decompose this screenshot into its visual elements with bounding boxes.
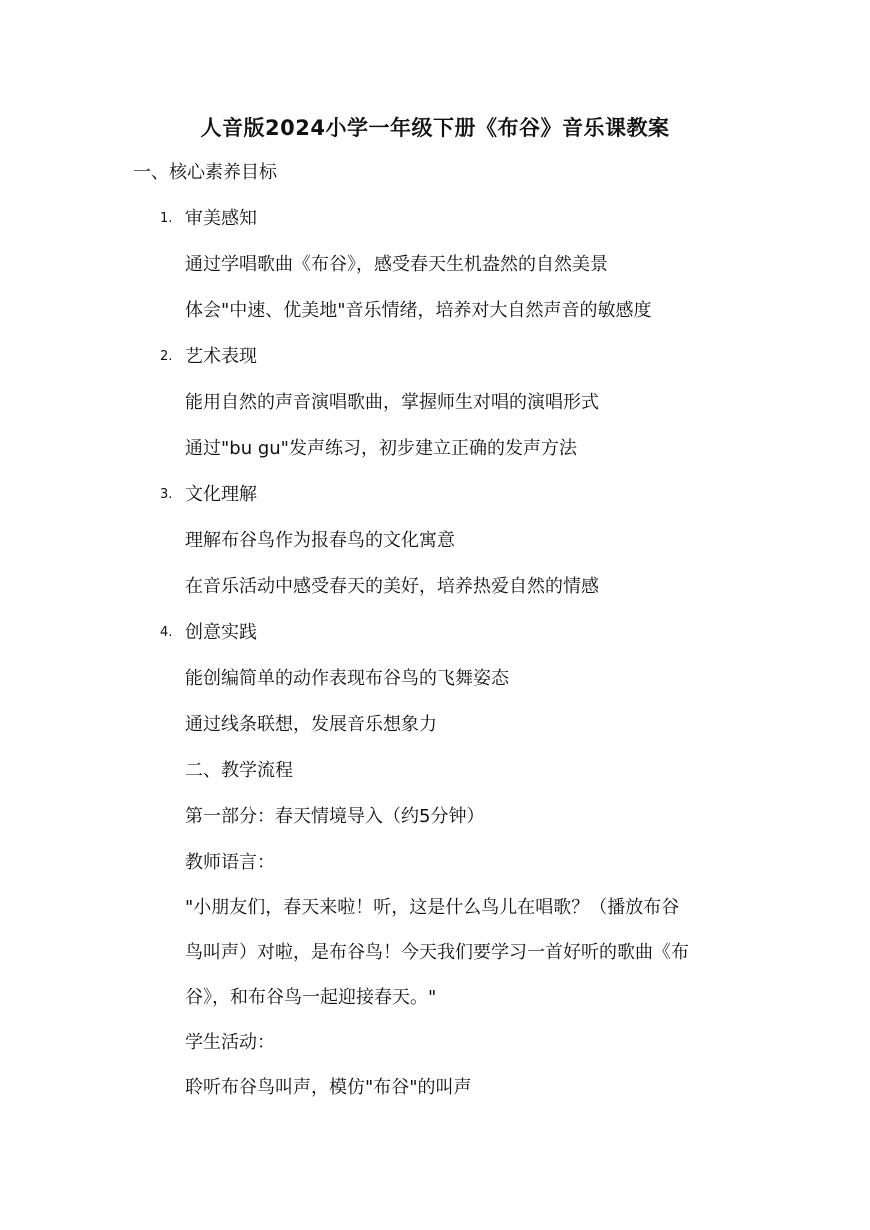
list-item-line: 能用自然的声音演唱歌曲，掌握师生对唱的演唱形式	[185, 392, 599, 413]
list-item-line: 通过学唱歌曲《布谷》，感受春天生机盎然的自然美景	[185, 254, 608, 275]
list-number-1: 1.	[160, 211, 173, 226]
teacher-speech-line: 鸟叫声）对啦，是布谷鸟！今天我们要学习一首好听的歌曲《布	[185, 942, 689, 963]
list-number-2: 2.	[160, 349, 173, 364]
list-heading-3: 文化理解	[185, 484, 257, 505]
section-heading-2: 二、教学流程	[185, 760, 293, 781]
teacher-label: 教师语言：	[185, 852, 275, 873]
student-activity-line: 聆听布谷鸟叫声，模仿"布谷"的叫声	[185, 1077, 472, 1098]
list-heading-1: 审美感知	[185, 208, 257, 229]
list-item-line: 在音乐活动中感受春天的美好，培养热爱自然的情感	[185, 576, 599, 597]
list-item-line: 体会"中速、优美地"音乐情绪，培养对大自然声音的敏感度	[185, 300, 652, 321]
document-title: 人音版2024小学一年级下册《布谷》音乐课教案	[200, 116, 670, 140]
teacher-speech-line: 谷》，和布谷鸟一起迎接春天。"	[185, 987, 437, 1008]
part-heading-1: 第一部分：春天情境导入（约5分钟）	[185, 806, 485, 827]
list-heading-2: 艺术表现	[185, 346, 257, 367]
student-label: 学生活动：	[185, 1032, 275, 1053]
list-number-3: 3.	[160, 487, 173, 502]
list-item-line: 理解布谷鸟作为报春鸟的文化寓意	[185, 530, 455, 551]
list-item-line: 通过线条联想，发展音乐想象力	[185, 714, 437, 735]
section-heading-1: 一、核心素养目标	[133, 162, 277, 183]
list-number-4: 4.	[160, 625, 173, 640]
teacher-speech-line: "小朋友们，春天来啦！听，这是什么鸟儿在唱歌？（播放布谷	[185, 897, 680, 918]
list-item-line: 通过"bu gu"发声练习，初步建立正确的发声方法	[185, 438, 577, 459]
list-item-line: 能创编简单的动作表现布谷鸟的飞舞姿态	[185, 668, 509, 689]
list-heading-4: 创意实践	[185, 622, 257, 643]
